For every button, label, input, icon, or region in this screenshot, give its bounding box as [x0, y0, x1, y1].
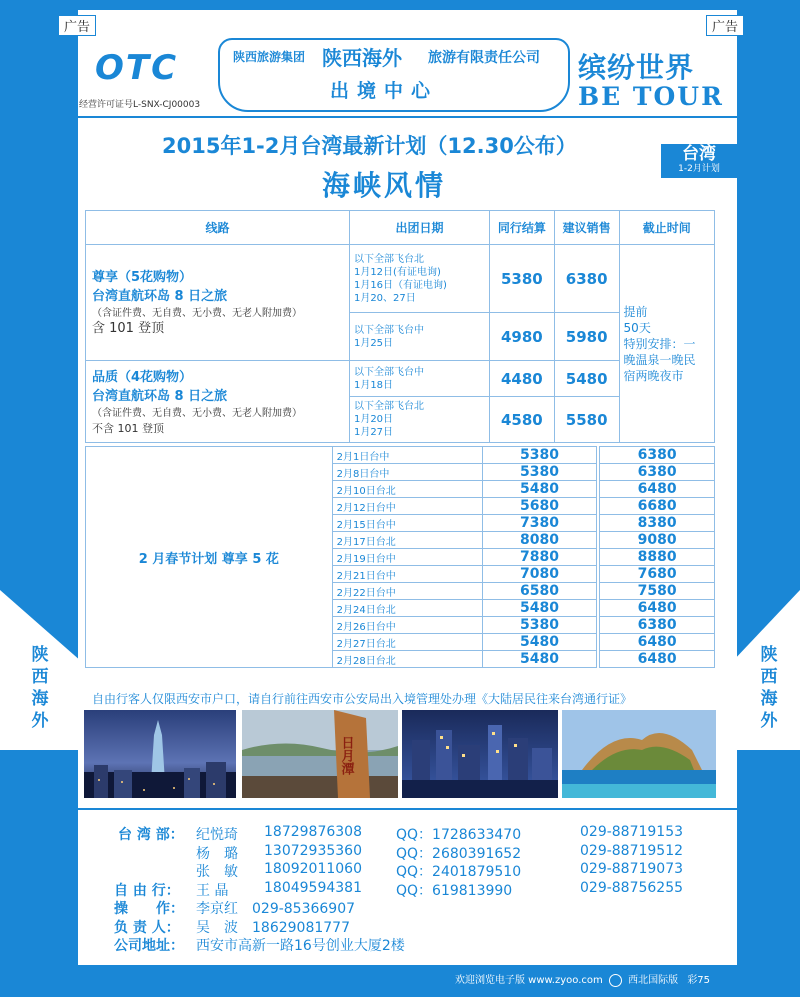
spring-retail-price: 6480: [600, 481, 715, 498]
sign-text: 日月潭: [338, 736, 354, 775]
date-line: 1月12日(有证电询): [353, 266, 441, 278]
spring-date: 2月21日台中: [332, 566, 482, 583]
product-name: 尊享（5花购物）: [92, 270, 193, 285]
date-line: 1月20、27日: [353, 292, 416, 304]
spring-retail-price: 6380: [600, 617, 715, 634]
department-name: 出境中心: [330, 80, 439, 102]
contact-name: 杨 璐: [196, 845, 238, 862]
photo-strip: [84, 710, 716, 800]
contact-mobile: 18729876308: [264, 824, 362, 840]
group-name: 陕西旅游集团: [233, 50, 306, 64]
date-cell: [349, 245, 489, 313]
spring-peer-price: 5680: [482, 498, 597, 515]
photo-coast: [562, 710, 716, 798]
globe-icon: [609, 974, 622, 987]
badge-main: 台湾: [682, 144, 716, 164]
product-sub: （含证件费、无自费、无小费、无老人附加费）: [92, 308, 302, 319]
plan-title: 2015年1-2月台湾最新计划（12.30公布）: [162, 134, 577, 158]
side-label-right-text: 陕西海外: [760, 645, 778, 731]
date-line: 以下全部飞台北: [353, 401, 424, 412]
photo-sun-moon-lake: [242, 710, 398, 798]
deadline-line: 晚温泉一晚民: [623, 352, 696, 367]
col-route: 线路: [86, 211, 350, 245]
photo-taipei101: [84, 710, 236, 798]
deadline-line: 50天: [623, 320, 651, 335]
spring-retail-price: 6480: [600, 600, 715, 617]
col-date: 出团日期: [349, 211, 489, 245]
spring-peer-price: 7880: [482, 549, 597, 566]
slogan: 缤纷世界: [578, 51, 695, 84]
spring-peer-price: 8080: [482, 532, 597, 549]
free-mobile: 18049594381: [264, 879, 362, 896]
spring-date: 2月10日台北: [332, 481, 482, 498]
product-route: 台湾直航环岛 8 日之旅: [92, 289, 228, 304]
peer-price: 4580: [489, 397, 554, 443]
spring-retail-price: 6480: [600, 651, 715, 668]
spring-retail-price: 8380: [600, 515, 715, 532]
spring-date: 2月28日台北: [332, 651, 482, 668]
date-cell: [349, 313, 489, 361]
op-value: 李京红 029-85366907: [196, 901, 356, 917]
col-deadline: 截止时间: [619, 211, 714, 245]
date-line: 以下全部飞台北: [353, 253, 424, 265]
deadline-line: 宿两晚夜市: [623, 368, 684, 383]
brand-name: 陕西海外: [322, 46, 402, 70]
spring-peer-price: 5380: [482, 447, 597, 464]
retail-price: 5980: [554, 313, 619, 361]
contact-qq: QQ：1728633470: [396, 827, 522, 843]
license-number: 经营许可证号L-SNX-CJ00003: [79, 100, 201, 110]
frame-left: [0, 0, 78, 997]
spring-retail-price: 6480: [600, 634, 715, 651]
frame-right: [737, 0, 800, 997]
spring-date: 2月19日台中: [332, 549, 482, 566]
company-suffix: 旅游有限责任公司: [428, 50, 540, 66]
addr-label: 公司地址：: [114, 938, 184, 954]
product-sub: （含证件费、无自费、无小费、无老人附加费）: [92, 407, 302, 419]
contact-name: 张 敏: [196, 864, 238, 880]
product-route: 台湾直航环岛 8 日之旅: [92, 388, 228, 404]
photo-city-night: [402, 710, 558, 798]
spring-date: 2月1日台中: [332, 447, 482, 464]
product-cell: [86, 245, 350, 361]
date-line: 1月16日（有证电询): [353, 279, 447, 291]
contact-mobile: 18092011060: [264, 861, 362, 877]
free-label: 自 由 行：: [114, 882, 180, 899]
spring-date: 2月17日台北: [332, 532, 482, 549]
date-line: 1月18日: [353, 379, 394, 391]
peer-price: 5380: [489, 245, 554, 313]
date-line: 以下全部飞台中: [353, 324, 424, 336]
footer-page: 彩75: [687, 975, 711, 986]
product-name: 品质（4花购物）: [92, 369, 193, 385]
table-row: [86, 245, 715, 313]
table-row: [86, 447, 715, 464]
contact-qq: QQ：2401879510: [396, 864, 522, 880]
spring-festival-table: [85, 446, 715, 668]
plan-subtitle: 海峡风情: [322, 169, 447, 202]
spring-peer-price: 5480: [482, 600, 597, 617]
spring-peer-price: 5380: [482, 464, 597, 481]
deadline-cell: [619, 245, 714, 443]
spring-peer-price: 5380: [482, 617, 597, 634]
free-name: 王 晶: [196, 882, 229, 899]
spring-retail-price: 6380: [600, 447, 715, 464]
spring-peer-price: 7380: [482, 515, 597, 532]
spring-date: 2月8日台中: [332, 464, 482, 481]
date-line: 1月20日: [353, 414, 394, 425]
product-gift: 含 101 登顶: [92, 321, 165, 336]
spring-peer-price: 5480: [482, 634, 597, 651]
contact-tel: 029-88719512: [580, 842, 684, 859]
frame-top: [0, 0, 800, 10]
spring-peer-price: 5480: [482, 481, 597, 498]
spring-date: 2月26日台中: [332, 617, 482, 634]
taiwan-badge: [661, 144, 737, 178]
head-value: 吴 波 18629081777: [196, 919, 350, 936]
product-cell: [86, 361, 350, 443]
spring-peer-price: 6580: [482, 583, 597, 600]
footer-edition: 西北国际版: [628, 975, 679, 986]
contact-qq: QQ：2680391652: [396, 845, 522, 862]
spring-retail-price: 9080: [600, 532, 715, 549]
date-line: 1月25日: [353, 337, 394, 349]
spring-date: 2月24日台北: [332, 600, 482, 617]
product-gift: 不含 101 登顶: [92, 421, 164, 435]
deadline-line: 提前: [623, 304, 648, 319]
peer-price: 4480: [489, 361, 554, 397]
retail-price: 6380: [554, 245, 619, 313]
addr-value: 西安市高新一路16号创业大厦2楼: [196, 938, 405, 954]
header-divider: [78, 116, 737, 118]
spring-date: 2月15日台中: [332, 515, 482, 532]
deadline-line: 特别安排：一: [623, 336, 696, 351]
spring-retail-price: 6680: [600, 498, 715, 515]
date-line: 1月27日: [353, 427, 394, 438]
side-label-left-text: 陕西海外: [31, 645, 49, 731]
spring-retail-price: 7580: [600, 583, 715, 600]
contact-tel: 029-88719153: [580, 824, 684, 840]
spring-plan-label: 2 月春节计划 尊享 5 花: [86, 447, 333, 668]
spring-peer-price: 7080: [482, 566, 597, 583]
side-label-right: [749, 644, 789, 732]
ad-tag-left: 广告: [58, 15, 96, 36]
spring-retail-price: 6380: [600, 464, 715, 481]
date-line: 以下全部飞台中: [353, 366, 424, 378]
retail-price: 5580: [554, 397, 619, 443]
spring-date: 2月22日台中: [332, 583, 482, 600]
contact-tel: 029-88719073: [580, 861, 684, 877]
retail-price: 5480: [554, 361, 619, 397]
spring-retail-price: 8880: [600, 549, 715, 566]
free-qq: QQ：619813990: [396, 882, 513, 899]
spring-retail-price: 7680: [600, 566, 715, 583]
contact-name: 纪悦琦: [196, 827, 238, 843]
spring-peer-price: 5480: [482, 651, 597, 668]
free-travel-note: 自由行客人仅限西安市户口，请自行前往西安市公安局出入境管理处办理《大陆居民往来台湾通行证》: [92, 692, 633, 706]
be-tour-brand: BE TOUR: [578, 82, 724, 111]
date-cell: [349, 397, 489, 443]
spring-date: 2月12日台中: [332, 498, 482, 515]
table-header-row: [86, 211, 715, 245]
footer-site: 欢迎浏览电子版 www.zyoo.com: [455, 975, 603, 986]
col-peer: 同行结算: [489, 211, 554, 245]
free-tel: 029-88756255: [580, 879, 684, 896]
ad-tag-right: 广告: [706, 15, 744, 36]
badge-sub: 1-2月计划: [678, 164, 720, 174]
date-cell: [349, 361, 489, 397]
peer-price: 4980: [489, 313, 554, 361]
head-label: 负 责 人：: [114, 919, 180, 936]
main-price-table: [85, 210, 715, 443]
contacts-divider: [78, 808, 737, 810]
spring-date: 2月27日台北: [332, 634, 482, 651]
contact-mobile: 13072935360: [264, 842, 362, 859]
dept-label: 台 湾 部：: [118, 827, 184, 843]
footer: [455, 971, 710, 987]
op-label: 操 作：: [114, 901, 184, 917]
otc-logo: OTC: [95, 48, 179, 88]
col-retail: 建议销售: [554, 211, 619, 245]
side-label-left: [20, 644, 60, 732]
